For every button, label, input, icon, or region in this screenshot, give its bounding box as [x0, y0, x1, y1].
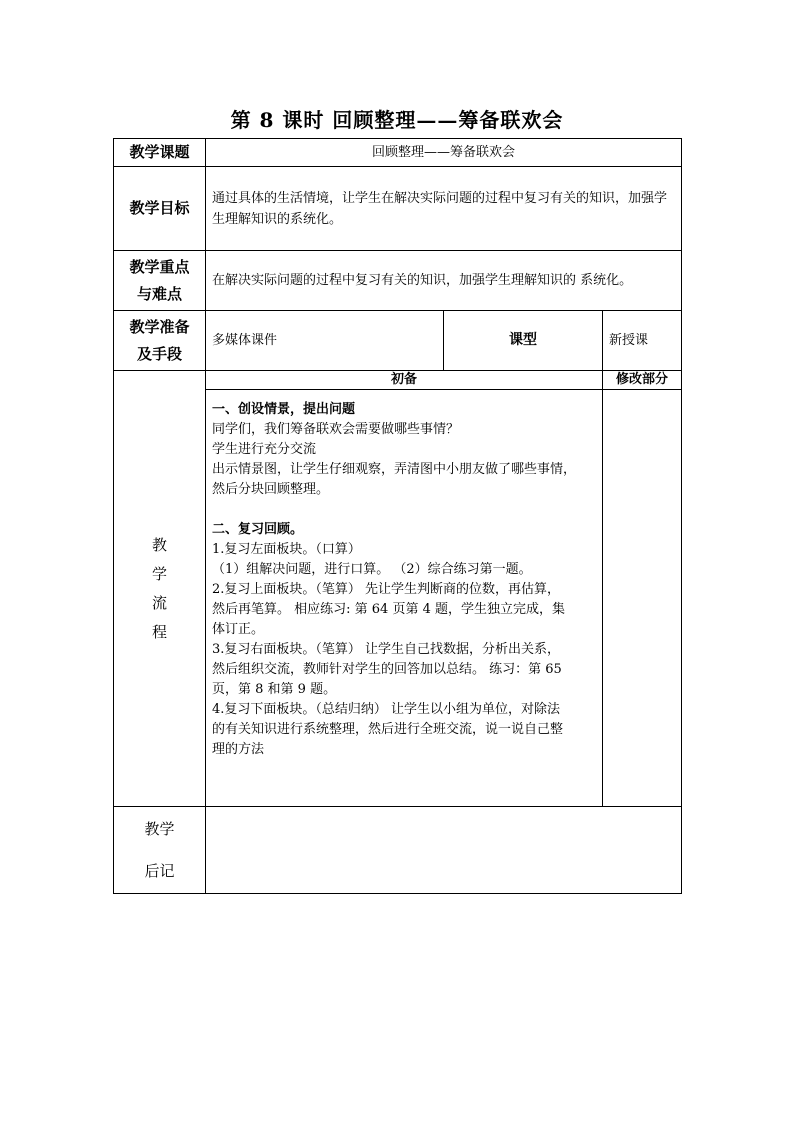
- topic-value: 回顾整理——筹备联欢会: [206, 139, 682, 167]
- key-value: 在解决实际问题的过程中复习有关的知识，加强学生理解知识的 系统化。: [206, 251, 682, 311]
- process-line: 学生进行充分交流: [212, 442, 317, 458]
- process-line: 3.复习右面板块。（笔算） 让学生自己找数据，分析出关系，: [212, 642, 561, 658]
- goal-value: 通过具体的生活情境，让学生在解决实际问题的过程中复习有关的知识，加强学生理解知识的系统化。: [206, 167, 682, 251]
- page-title: 第 8 课时 回顾整理——筹备联欢会: [230, 108, 564, 132]
- key-label-line1: 教学重点: [129, 257, 190, 276]
- process-line: 4.复习下面板块。（总结归纳） 让学生以小组为单位，对除法: [212, 702, 561, 718]
- prep-row: [114, 311, 682, 371]
- key-label: [114, 251, 206, 311]
- process-header-row: [114, 371, 682, 390]
- process-line: 然后组织交流，教师针对学生的回答加以总结。 练习：第 65: [212, 662, 562, 678]
- afterword-line1: 教学: [144, 819, 175, 838]
- process-label-char: 流: [151, 593, 167, 612]
- process-line: 1.复习左面板块。（口算）: [212, 542, 361, 558]
- prep-label-line1: 教学准备: [129, 317, 190, 336]
- process-label-char: 教: [151, 535, 167, 554]
- process-line: 出示情景图，让学生仔细观察，弄清图中小朋友做了哪些事情，: [212, 462, 577, 478]
- process-label-char: 学: [151, 564, 167, 583]
- process-label-char: 程: [151, 622, 167, 641]
- afterword-row: [114, 806, 682, 893]
- process-line: 的有关知识进行系统整理，然后进行全班交流，说一说自己整: [212, 722, 564, 738]
- prep-value: 多媒体课件: [206, 311, 444, 371]
- process-line: 体订正。: [212, 622, 265, 638]
- prep-label: [114, 311, 206, 371]
- revise-header: 修改部分: [603, 371, 682, 390]
- goal-row: [114, 167, 682, 251]
- process-line: 页，第 8 和第 9 题。: [212, 682, 337, 698]
- topic-label: 教学课题: [114, 139, 206, 167]
- afterword-content: [206, 806, 682, 893]
- draft-content: [206, 390, 603, 807]
- process-line: （1）组解决问题，进行口算。 （2）综合练习第一题。: [212, 562, 532, 578]
- process-line: 2.复习上面板块。（笔算） 先让学生判断商的位数，再估算，: [212, 582, 561, 598]
- section-heading: 二、复习回顾。: [212, 522, 304, 538]
- process-gap: [212, 500, 596, 520]
- process-line: 理的方法: [212, 742, 265, 758]
- prep-label-line2: 及手段: [136, 344, 182, 363]
- section-heading: 一、创设情景，提出问题: [212, 402, 356, 418]
- process-line: 然后再笔算。 相应练习: 第 64 页第 4 题，学生独立完成，集: [212, 602, 565, 618]
- lesson-plan-table: [113, 138, 682, 894]
- process-line: 然后分块回顾整理。: [212, 482, 330, 498]
- afterword-label: [114, 806, 206, 893]
- draft-header: 初备: [206, 371, 603, 390]
- topic-row: [114, 139, 682, 167]
- lesson-type-label: 课型: [444, 311, 603, 371]
- goal-label: 教学目标: [114, 167, 206, 251]
- afterword-line2: 后记: [144, 861, 175, 880]
- key-label-line2: 与难点: [136, 284, 182, 303]
- revise-content: [603, 390, 682, 807]
- process-line: 同学们，我们筹备联欢会需要做哪些事情？: [212, 422, 460, 438]
- key-row: [114, 251, 682, 311]
- lesson-type-value: 新授课: [603, 311, 682, 371]
- process-label: [114, 371, 206, 807]
